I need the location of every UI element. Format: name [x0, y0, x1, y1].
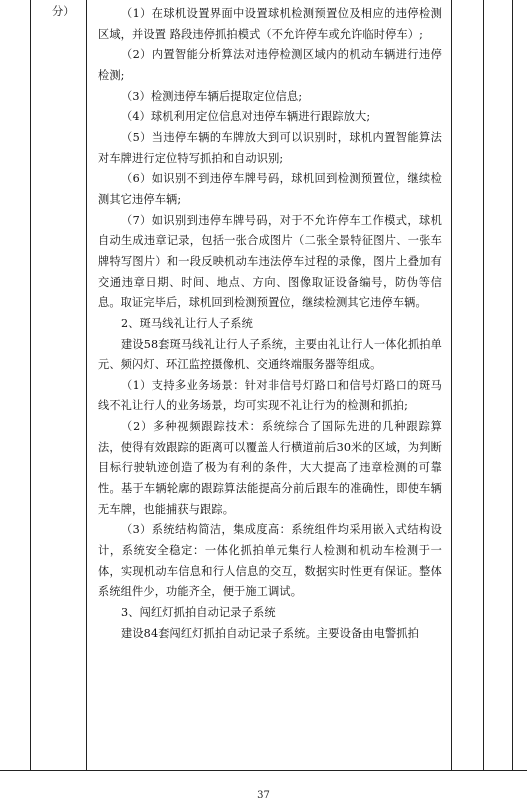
- row-label: 分）: [52, 5, 75, 18]
- paragraph: （2）内置智能分析算法对违停检测区域内的机动车辆进行违停检测;: [98, 48, 442, 82]
- paragraph: （2）多种视频跟踪技术：系统综合了国际先进的几种跟踪算法，使得有效跟踪的距离可以覆盖人行横道前后30米的区域，为判断目标行驶轨迹创造了极为有利的条件，大大提高了违章检测的可靠性。基于车辆轮廓的跟踪算法能提高分前后跟车的准确性，即使车辆无车牌，也能捕获与跟踪。: [98, 420, 442, 516]
- page-number: 37: [257, 790, 270, 801]
- table-bottom-border: [0, 770, 527, 771]
- section-heading: 2、斑马线礼让行人子系统: [121, 316, 253, 330]
- paragraph: （1）支持多业务场景：针对非信号灯路口和信号灯路口的斑马线不礼让行人的业务场景，均可实现不礼让行为的检测和抓拍;: [98, 378, 442, 413]
- table-border-right: [512, 0, 513, 771]
- paragraph: （7）如识别到违停车牌号码，对于不允许停车工作模式，球机自动生成违章记录，包括一张合成图片（二张全景特征图片、一张车牌特写图片）和一段反映机动车违法停车过程的录像，图片上叠加有交通违章日期、时间、地点、方向、图像取证设备编号，防伪等信息。取证完毕后，球机回到检测预置位，继续检测其它违停车辆。: [98, 213, 442, 310]
- paragraph: （6）如识别不到违停车牌号码，球机回到检测预置位，继续检测其它违停车辆;: [98, 172, 442, 206]
- table-column-divider-1: [86, 0, 87, 771]
- paragraph: 建设84套闯红灯抓拍自动记录子系统。主要设备由电警抓拍: [121, 626, 419, 640]
- paragraph: （1）在球机设置界面中设置球机检测预置位及相应的违停检测区域，并设置 路段违停抓拍模式（不允许停车或允许临时停车）;: [98, 7, 442, 41]
- table-column-divider-2: [451, 0, 452, 771]
- table-column-divider-3: [483, 0, 484, 771]
- paragraph: （5）当违停车辆的车牌放大到可以识别时，球机内置智能算法对车牌进行定位特写抓拍和自动识别;: [98, 130, 442, 165]
- content-cell: [98, 4, 442, 644]
- paragraph: （3）检测违停车辆后提取定位信息;: [121, 89, 303, 103]
- paragraph: 建设58套斑马线礼让行人子系统，主要由礼让行人一体化抓拍单元、频闪灯、环江监控摄像机、交通终端服务器等组成。: [98, 337, 442, 372]
- table-border-left: [30, 0, 31, 771]
- section-heading: 3、闯红灯抓拍自动记录子系统: [121, 606, 276, 620]
- paragraph: （4）球机利用定位信息对违停车辆进行跟踪放大;: [121, 110, 371, 124]
- paragraph: （3）系统结构简洁，集成度高：系统组件均采用嵌入式结构设计，系统安全稳定：一体化抓拍单元集行人检测和机动车检测于一体，实现机动车信息和行人信息的交互，数据实时性更有保证。整体系统组件少，功能齐全，便于施工调试。: [98, 523, 442, 599]
